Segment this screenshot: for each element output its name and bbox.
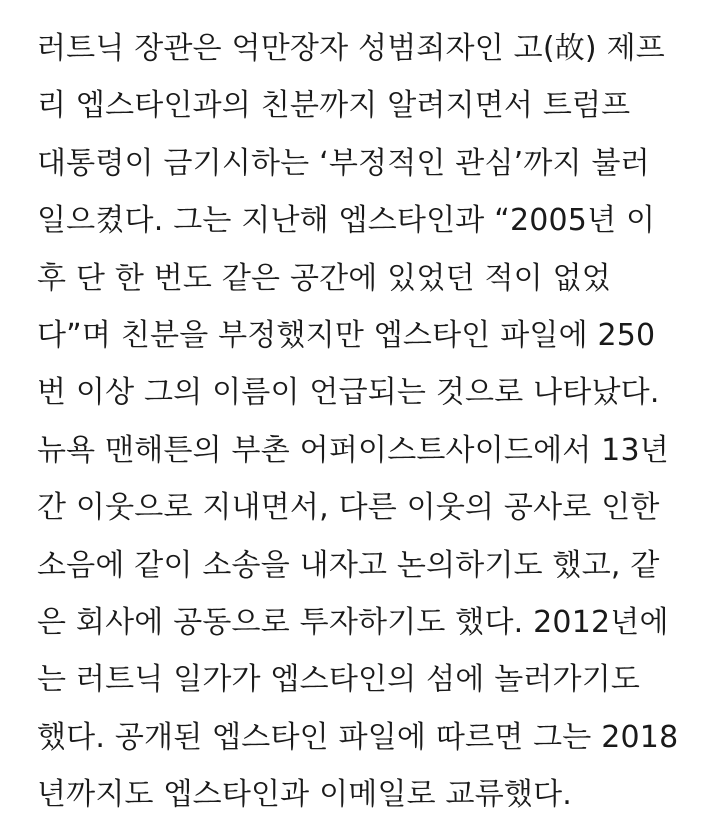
- article-line-11: 은 회사에 공동으로 투자하기도 했다. 2012년에: [37, 605, 669, 641]
- article-line-6: 다”며 친분을 부정했지만 엡스타인 파일에 250: [37, 318, 656, 354]
- article-line-5: 후 단 한 번도 같은 공간에 있었던 적이 없었: [37, 260, 611, 296]
- article-line-3: 대통령이 금기시하는 ‘부정적인 관심’까지 불러: [37, 145, 650, 181]
- article-line-12: 는 러트닉 일가가 엡스타인의 섬에 놀러가기도: [37, 662, 641, 698]
- article-line-2: 리 엡스타인과의 친분까지 알려지면서 트럼프: [37, 88, 631, 124]
- article-line-10: 소음에 같이 소송을 내자고 논의하기도 했고, 같: [37, 547, 660, 583]
- article-line-9: 간 이웃으로 지내면서, 다른 이웃의 공사로 인한: [37, 490, 660, 526]
- article-line-1: 러트닉 장관은 억만장자 성범죄자인 고(故) 제프: [37, 31, 665, 66]
- article-line-13: 했다. 공개된 엡스타인 파일에 따르면 그는 2018: [37, 719, 679, 755]
- article-line-14: 년까지도 엡스타인과 이메일로 교류했다.: [37, 777, 573, 813]
- article-line-4: 일으켰다. 그는 지난해 엡스타인과 “2005년 이: [37, 203, 656, 239]
- article-line-8: 뉴욕 맨해튼의 부촌 어퍼이스트사이드에서 13년: [37, 432, 669, 468]
- article-line-7: 번 이상 그의 이름이 언급되는 것으로 나타났다.: [37, 375, 660, 411]
- article-body: [37, 20, 707, 824]
